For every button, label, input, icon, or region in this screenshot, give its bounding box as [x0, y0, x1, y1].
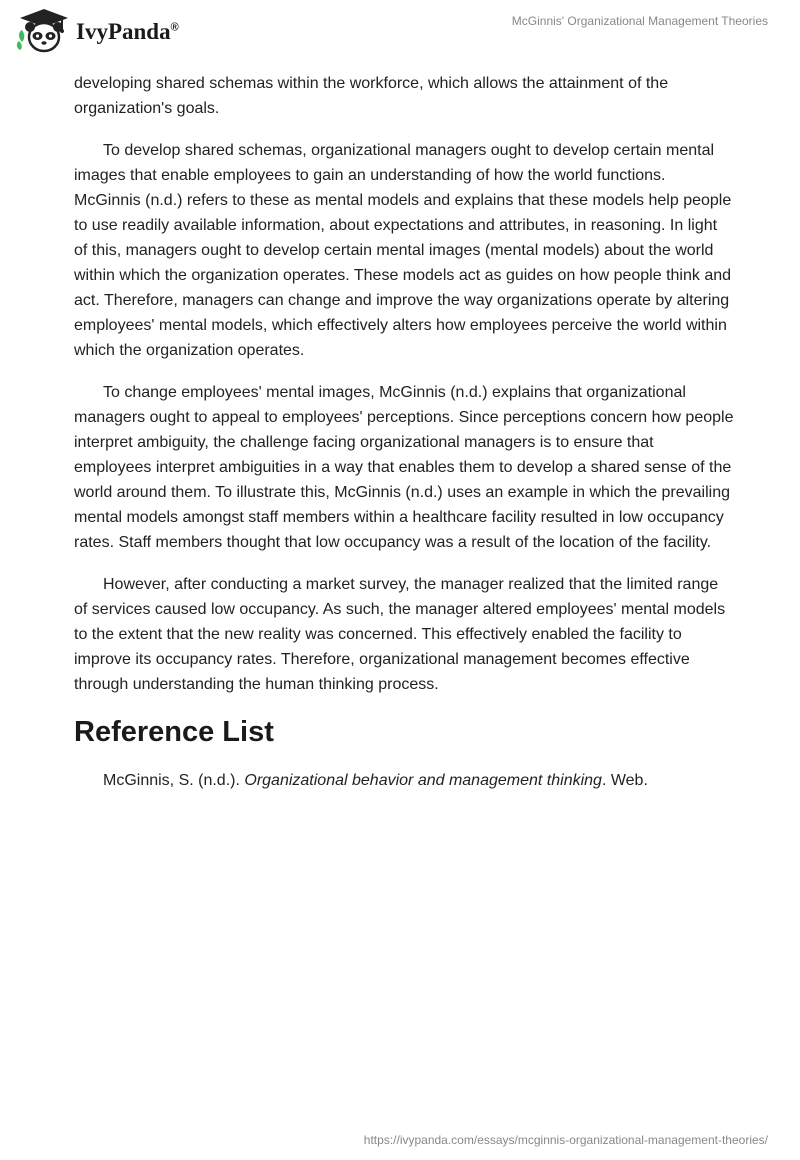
page-header — [0, 0, 800, 70]
paragraph: To develop shared schemas, organizational managers ought to develop certain mental images that enable employees to gain an understanding of how the world functions. McGinnis (n.d.) refers to these as mental models and explains that these models help people to use readily available information, about expectations and attributes, in reasoning. In light of this, managers ought to develop certain mental images (mental models) about the world within which the organization operates. These models act as guides on how people think and act. Therefore, managers can change and improve the way organizations operate by altering employees' mental models, which effectively alters how employees perceive the world within which the organization operates. — [74, 142, 732, 359]
paragraph: However, after conducting a market survey, the manager realized that the limited range of services caused low occupancy. As such, the manager altered employees' mental models to the extent that the new reality was concerned. This effectively enabled the facility to improve its occupancy rates. Therefore, organizational management becomes effective through understanding the human thinking process. — [74, 576, 726, 693]
paragraph-continued: developing shared schemas within the workforce, which allows the attainment of the organization's goals. — [74, 75, 669, 117]
reference-author: McGinnis, S. (n.d.). — [103, 772, 245, 789]
reference-item — [103, 768, 734, 793]
reference-suffix: . Web. — [601, 772, 648, 789]
reference-title: Organizational behavior and management thinking — [244, 772, 602, 789]
paragraph: To change employees' mental images, McGinnis (n.d.) explains that organizational managers ought to appeal to employees' perceptions. Since perceptions concern how people interpret ambiguity, the challenge facing organizational managers is to ensure that employees interpret ambiguities in a way that enables them to develop a shared sense of the world around them. To illustrate this, McGinnis (n.d.) uses an example in which the prevailing mental models amongst staff members within a healthcare facility resulted in low occupancy rates. Staff members thought that low occupancy was a result of the location of the facility. — [74, 384, 734, 551]
source-url[interactable]: https://ivypanda.com/essays/mcginnis-organizational-management-theories/ — [363, 1133, 768, 1147]
logo[interactable] — [16, 8, 179, 54]
panda-graduation-cap-icon — [16, 8, 72, 54]
brand-name: IvyPanda® — [76, 19, 179, 44]
essay-content — [74, 71, 734, 793]
reference-list-heading: Reference List — [74, 716, 274, 748]
document-title: McGinnis' Organizational Management Theories — [511, 14, 768, 28]
